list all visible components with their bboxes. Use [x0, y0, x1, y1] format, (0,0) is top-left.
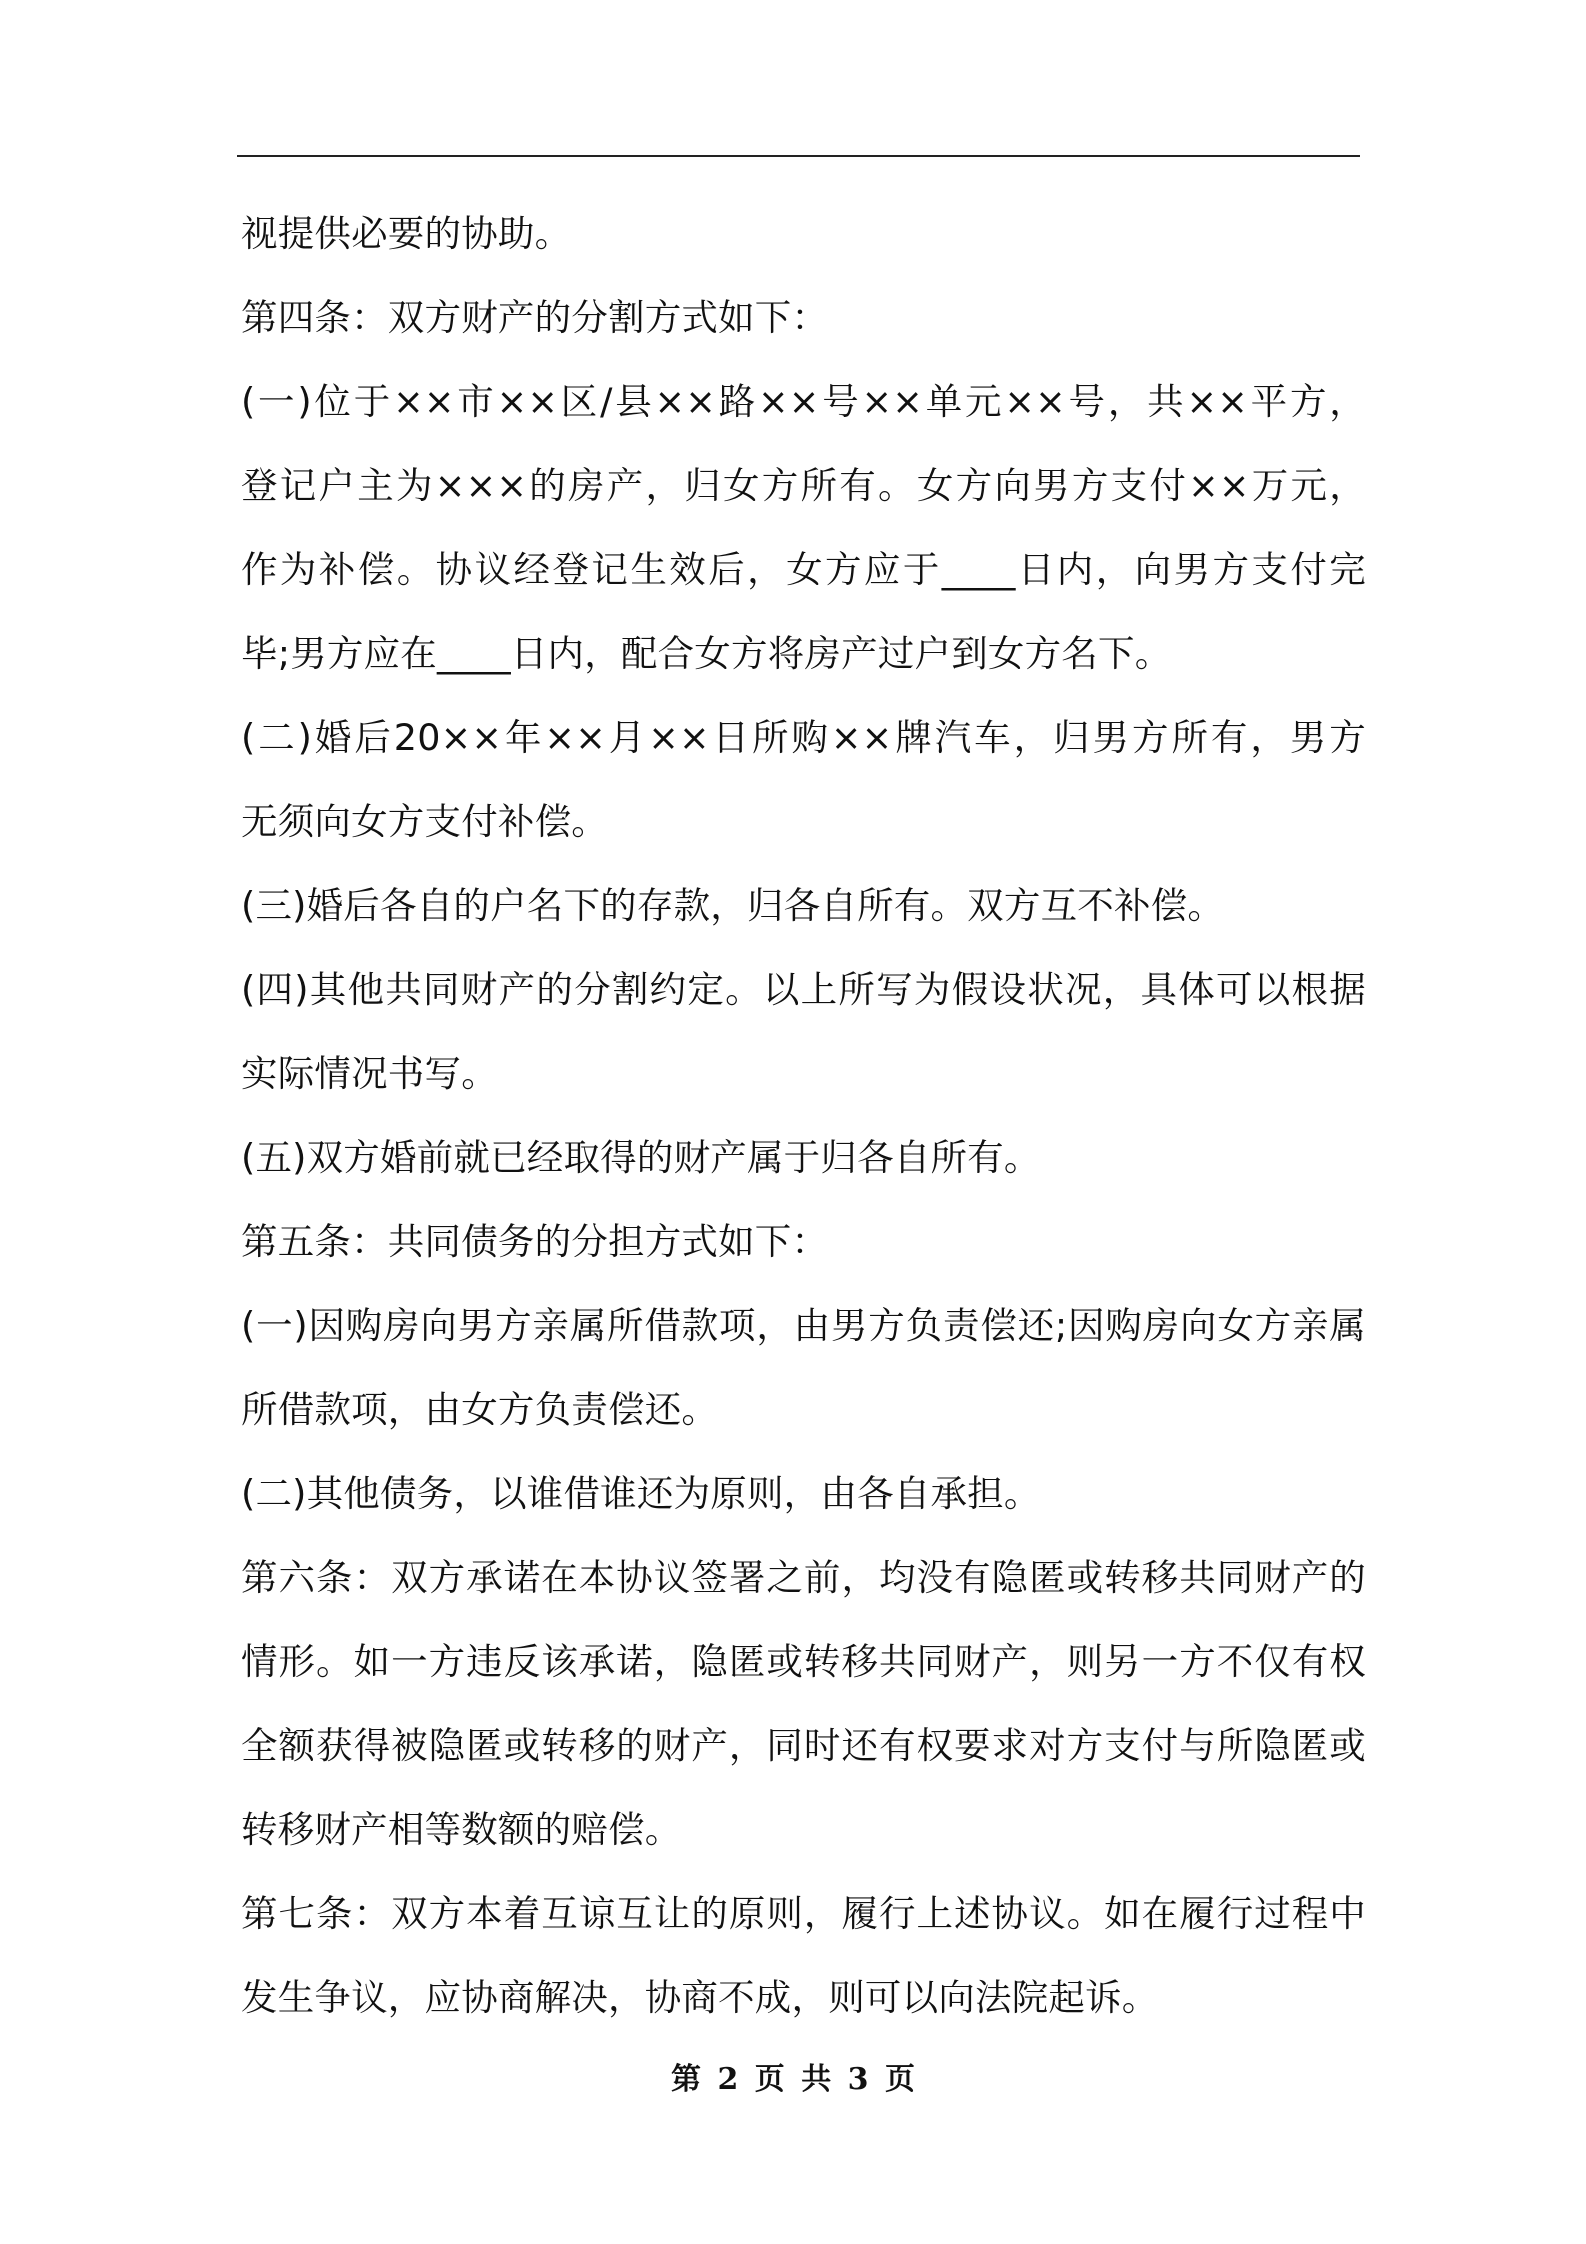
paragraph-line: 毕;男方应在____日内，配合女方将房产过户到女方名下。	[241, 632, 1172, 675]
document-body	[241, 192, 1366, 2040]
paragraph-line: (二)婚后20××年××月××日所购××牌汽车，归男方所有，男方	[241, 716, 1366, 759]
paragraph-line: 作为补偿。协议经登记生效后，女方应于____日内，向男方支付完	[241, 548, 1366, 591]
paragraph-line: (三)婚后各自的户名下的存款，归各自所有。双方互不补偿。	[241, 884, 1225, 927]
header-rule	[237, 155, 1360, 157]
paragraph-line: 发生争议，应协商解决，协商不成，则可以向法院起诉。	[241, 1976, 1159, 2019]
article-7-line: 第七条：双方本着互谅互让的原则，履行上述协议。如在履行过程中	[241, 1892, 1366, 1935]
paragraph-line: 实际情况书写。	[241, 1052, 498, 1095]
paragraph-line: 所借款项，由女方负责偿还。	[241, 1388, 719, 1431]
paragraph-line: 无须向女方支付补偿。	[241, 800, 608, 843]
article-4-heading: 第四条：双方财产的分割方式如下：	[241, 296, 829, 339]
paragraph-line: 情形。如一方违反该承诺，隐匿或转移共同财产，则另一方不仅有权	[241, 1640, 1366, 1683]
paragraph-line: (二)其他债务，以谁借谁还为原则，由各自承担。	[241, 1472, 1041, 1515]
paragraph-line: (一)位于××市××区/县××路××号××单元××号，共××平方，	[241, 380, 1366, 423]
paragraph-line: (四)其他共同财产的分割约定。以上所写为假设状况，具体可以根据	[241, 968, 1366, 1011]
paragraph-line: 视提供必要的协助。	[241, 212, 572, 255]
article-5-heading: 第五条：共同债务的分担方式如下：	[241, 1220, 829, 1263]
paragraph-line: 登记户主为×××的房产，归女方所有。女方向男方支付××万元，	[241, 464, 1366, 507]
paragraph-line: 转移财产相等数额的赔偿。	[241, 1808, 682, 1851]
paragraph-line: (五)双方婚前就已经取得的财产属于归各自所有。	[241, 1136, 1041, 1179]
paragraph-line: (一)因购房向男方亲属所借款项，由男方负责偿还;因购房向女方亲属	[241, 1304, 1366, 1347]
paragraph-line: 全额获得被隐匿或转移的财产，同时还有权要求对方支付与所隐匿或	[241, 1724, 1366, 1767]
page-number: 第 2 页 共 3 页	[671, 2062, 915, 2097]
article-6-line: 第六条：双方承诺在本协议签署之前，均没有隐匿或转移共同财产的	[241, 1556, 1366, 1599]
